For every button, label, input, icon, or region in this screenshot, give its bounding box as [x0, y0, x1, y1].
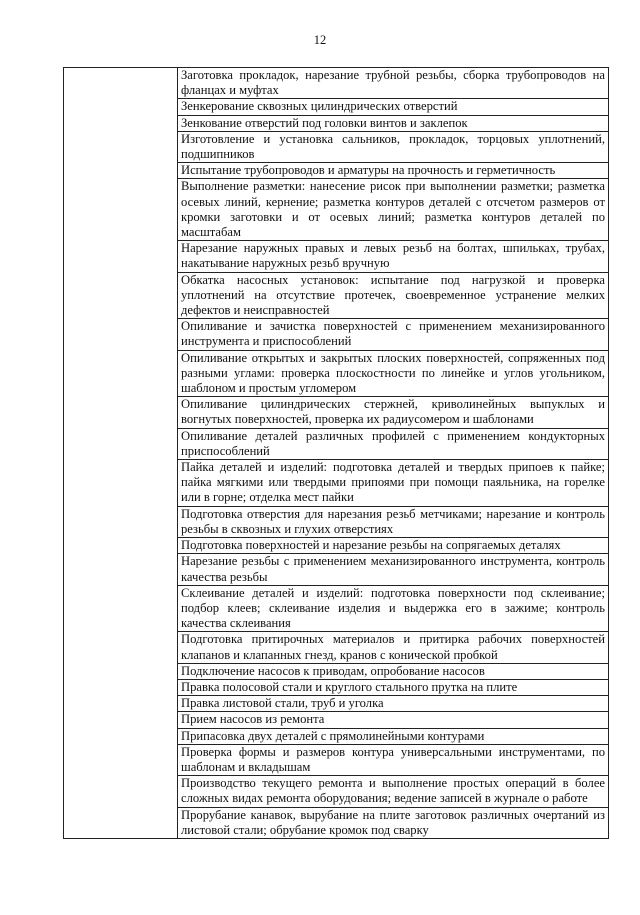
table-cell: Пайка деталей и изделий: подготовка деталей и твердых припоев к пайке; пайка мягкими или твердыми припоями при помощи паяльника, на горелке или в горне; отделка мест пайки	[178, 460, 609, 507]
table-cell: Припасовка двух деталей с прямолинейными контурами	[178, 728, 609, 744]
table-cell: Производство текущего ремонта и выполнение простых операций в более сложных видах ремонта оборудования; ведение записей в журнале о работе	[178, 776, 609, 807]
table-cell: Прием насосов из ремонта	[178, 712, 609, 728]
table-cell: Нарезание наружных правых и левых резьб на болтах, шпильках, трубах, накатывание наружных резьб вручную	[178, 241, 609, 272]
table-cell: Подключение насосов к приводам, опробование насосов	[178, 663, 609, 679]
table-cell: Подготовка отверстия для нарезания резьб метчиками; нарезание и контроль резьбы в сквозных и глухих отверстиях	[178, 506, 609, 537]
table-cell: Подготовка поверхностей и нарезание резьбы на сопрягаемых деталях	[178, 538, 609, 554]
table-cell: Правка листовой стали, труб и уголка	[178, 696, 609, 712]
table-cell: Склеивание деталей и изделий: подготовка поверхности под склеивание; подбор клеев; склеивание изделия и выдержка его в зажиме; контроль качества склеивания	[178, 585, 609, 632]
table-cell: Изготовление и установка сальников, прокладок, торцовых уплотнений, подшипников	[178, 131, 609, 162]
table-row	[64, 68, 609, 99]
table-cell: Зенкование отверстий под головки винтов и заклепок	[178, 115, 609, 131]
table-cell: Выполнение разметки: нанесение рисок при выполнении разметки; разметка осевых линий, кернение; разметка контуров деталей с отсчетом размеров от кромки заготовки и от осевых линий; разметка контуров деталей по масштабам	[178, 179, 609, 241]
table-cell: Заготовка прокладок, нарезание трубной резьбы, сборка трубопроводов на фланцах и муфтах	[178, 68, 609, 99]
table-cell: Опиливание деталей различных профилей с применением кондукторных приспособлений	[178, 428, 609, 459]
page-number: 12	[313, 33, 327, 47]
table-cell: Опиливание и зачистка поверхностей с применением механизированного инструмента и приспособлений	[178, 319, 609, 350]
table-cell: Прорубание канавок, вырубание на плите заготовок различных очертаний из листовой стали; обрубание кромок под сварку	[178, 807, 609, 838]
table-cell: Испытание трубопроводов и арматуры на прочность и герметичность	[178, 163, 609, 179]
table-cell: Проверка формы и размеров контура универсальными инструментами, по шаблонам и вкладышам	[178, 744, 609, 775]
table-cell: Обкатка насосных установок: испытание под нагрузкой и проверка уплотнений на отсутствие протечек, своевременное устранение мелких дефектов и неисправностей	[178, 272, 609, 319]
table-cell: Нарезание резьбы с применением механизированного инструмента, контроль качества резьбы	[178, 554, 609, 585]
table-cell: Опиливание открытых и закрытых плоских поверхностей, сопряженных под разными углами: проверка плоскостности по линейке и углов угольником, шаблоном и простым угломером	[178, 350, 609, 397]
table-cell: Подготовка притирочных материалов и притирка рабочих поверхностей клапанов и клапанных гнезд, кранов с конической пробкой	[178, 632, 609, 663]
table-cell: Опиливание цилиндрических стержней, криволинейных выпуклых и вогнутых поверхностей, проверка их радиусомером и шаблонами	[178, 397, 609, 428]
table-cell: Правка полосовой стали и круглого стального прутка на плите	[178, 679, 609, 695]
work-tasks-table	[63, 67, 609, 839]
table-cell: Зенкерование сквозных цилиндрических отверстий	[178, 99, 609, 115]
left-column-cell	[64, 68, 178, 839]
